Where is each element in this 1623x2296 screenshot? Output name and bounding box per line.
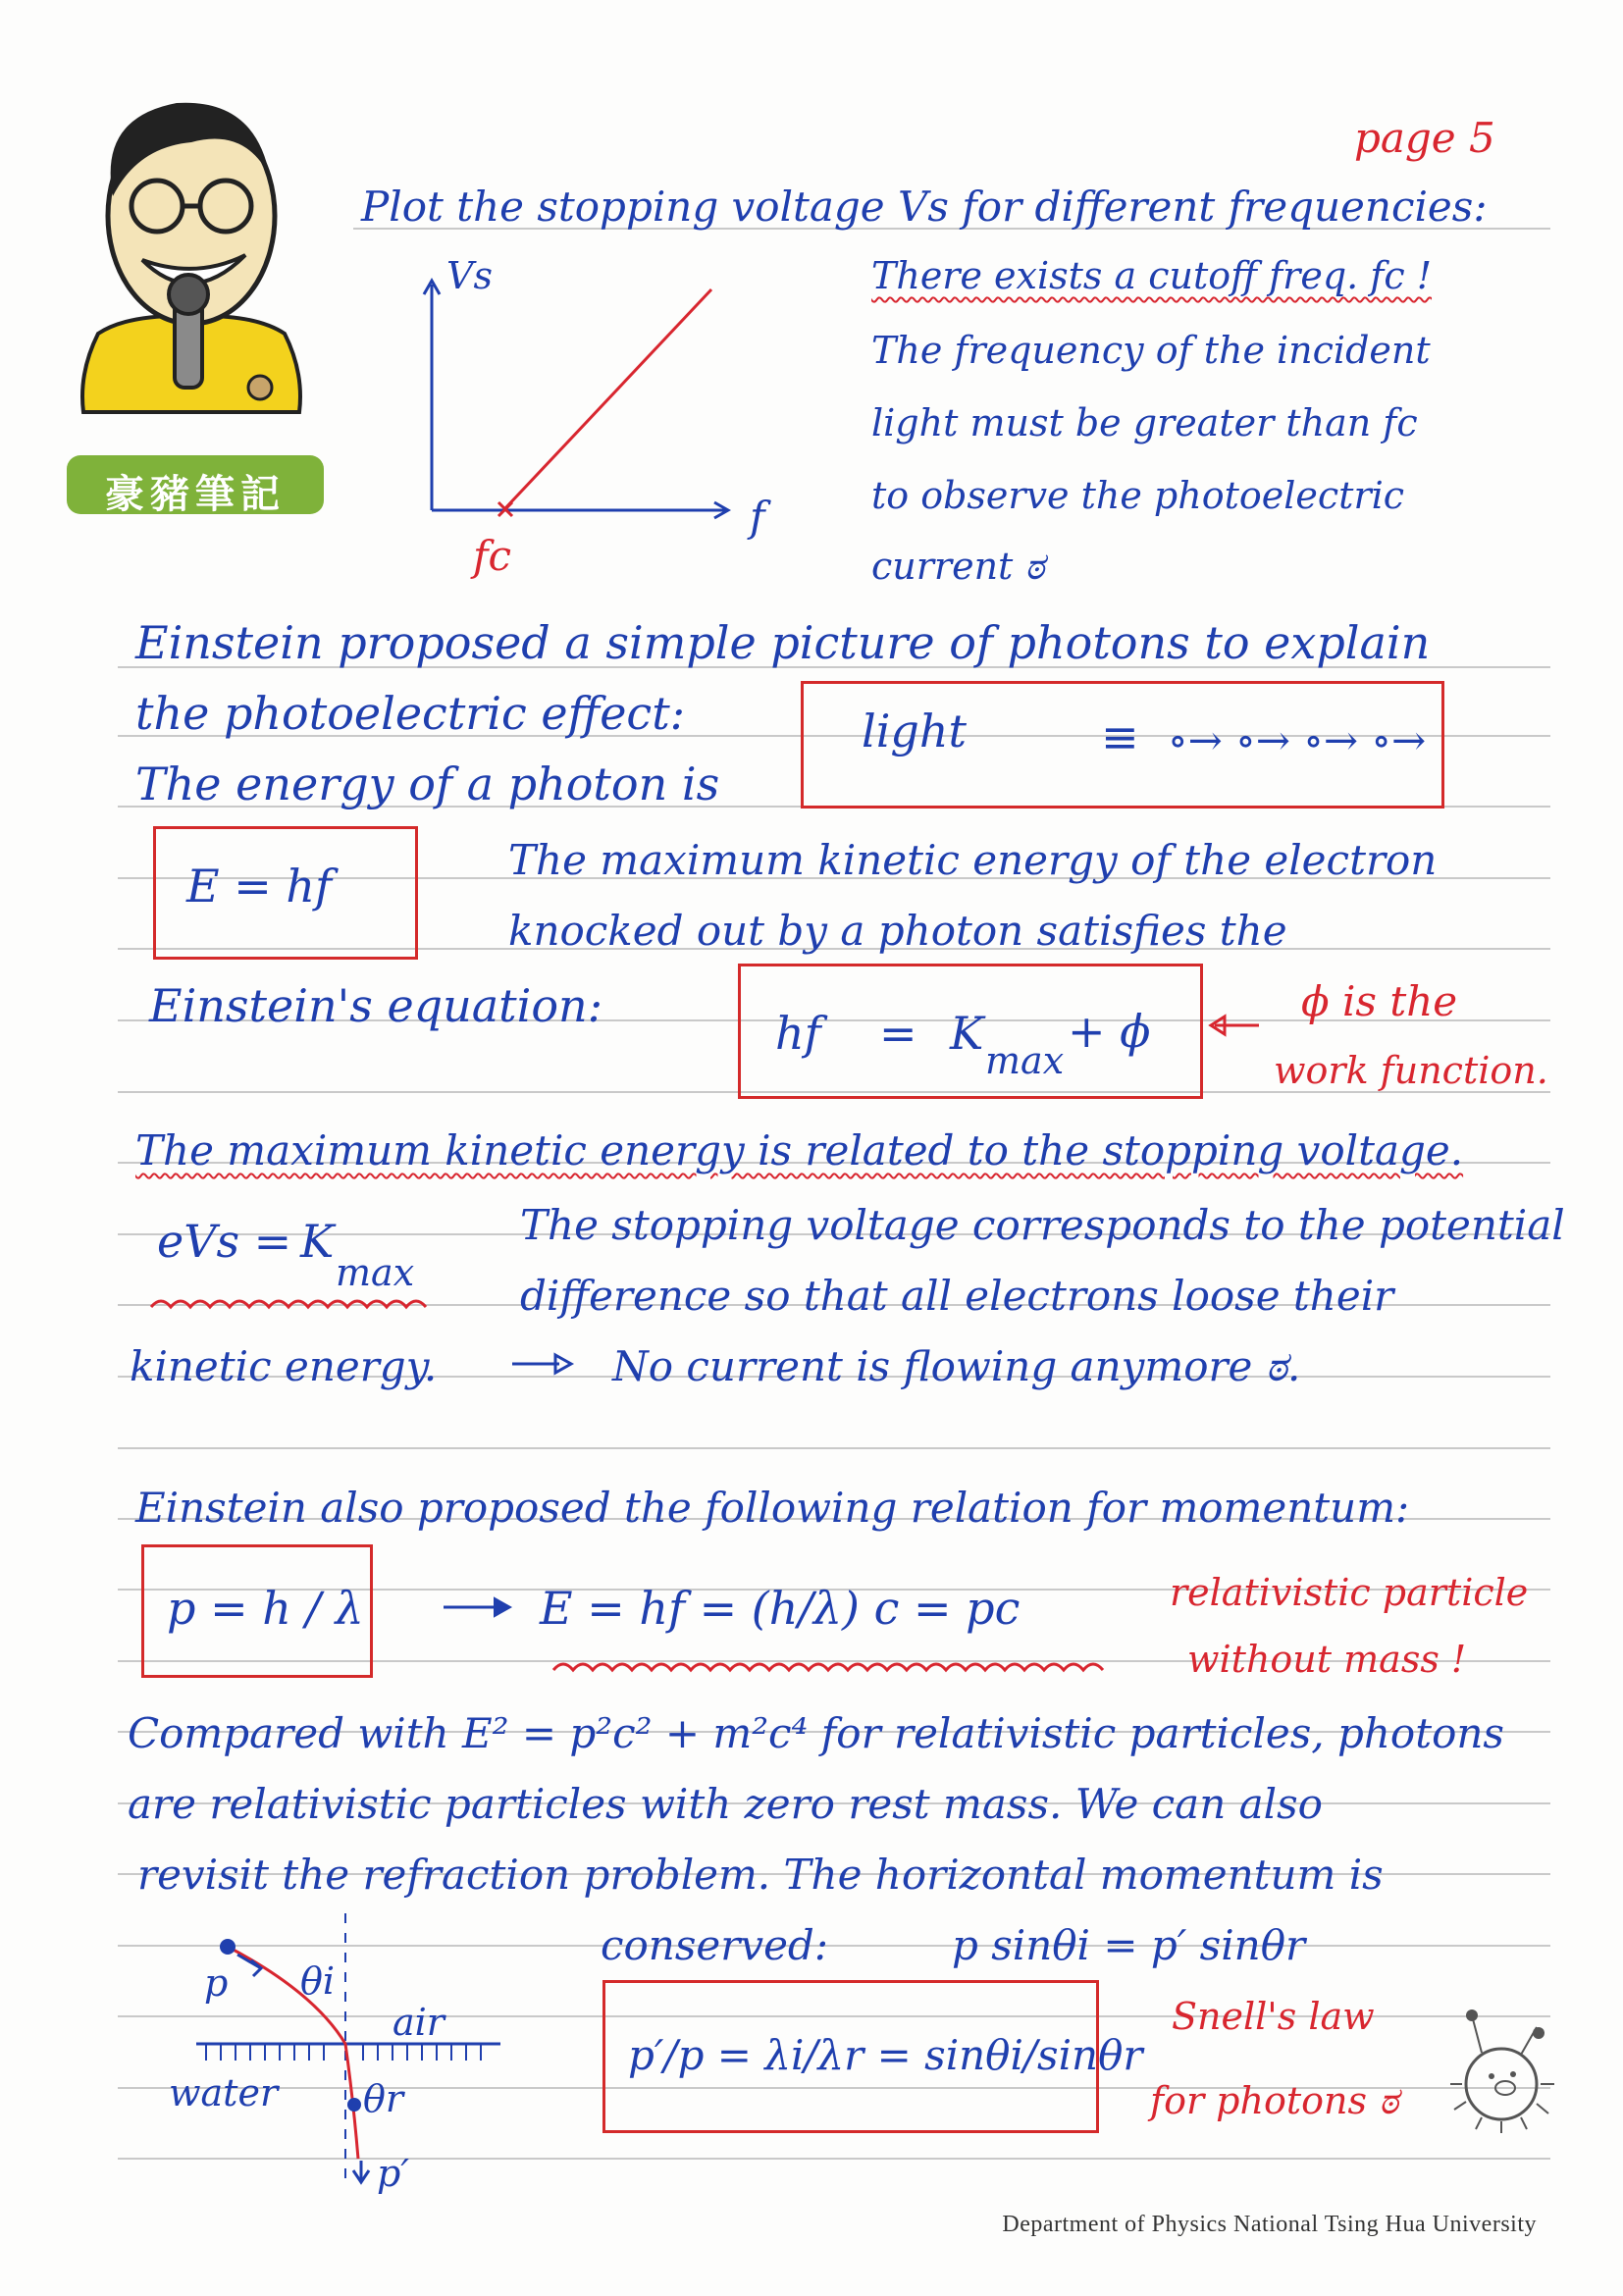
stamp-badge	[67, 455, 324, 517]
eq-lhs: hf	[775, 1007, 821, 1060]
graph-cutoff-label: fc	[473, 532, 512, 580]
conservation-equation: p sinθi = p′ sinθr	[952, 1921, 1306, 1969]
graph-x-label: f	[750, 493, 765, 541]
mascot-portrait-icon	[59, 88, 324, 451]
refraction-theta-i: θi	[300, 1959, 336, 2003]
stopping-relation: The maximum kinetic energy is related to the stopping voltage.	[135, 1126, 1464, 1174]
stopping-explain-line3: kinetic energy.	[130, 1342, 438, 1390]
light-label: light	[862, 704, 967, 757]
energy-equation: E = hf	[186, 860, 333, 913]
einstein-intro-line2: the photoelectric effect:	[135, 687, 686, 740]
refraction-p: p	[204, 1961, 229, 2005]
momentum-note1: relativistic particle	[1170, 1571, 1529, 1614]
momentum-intro: Einstein also proposed the following relation for momentum:	[135, 1484, 1410, 1532]
stopping-explain-line3b: No current is flowing anymore ಠ.	[612, 1342, 1301, 1390]
stopping-voltage-graph	[412, 255, 805, 579]
refraction-diagram	[177, 1904, 530, 2198]
eq-k: K	[950, 1007, 984, 1060]
kinetic-line3: Einstein's equation:	[149, 979, 603, 1032]
refraction-air: air	[393, 2001, 445, 2044]
stopping-explain-line1: The stopping voltage corresponds to the potential	[520, 1201, 1565, 1249]
stamp-text: 豪豬筆記	[105, 472, 286, 517]
eq-equals: =	[879, 1007, 917, 1060]
compare-line4: conserved:	[601, 1921, 828, 1969]
pig-doodle-icon	[1442, 2008, 1560, 2135]
evs-underline	[147, 1293, 432, 1317]
momentum-note2: without mass !	[1187, 1638, 1467, 1681]
cutoff-line3: light must be greater than fc	[871, 401, 1418, 444]
cutoff-line2: The frequency of the incident	[871, 329, 1431, 372]
cutoff-line1: There exists a cutoff freq. fc !	[871, 254, 1433, 297]
momentum-equation: p = h / λ	[167, 1582, 364, 1635]
footer-department: Department of Physics National Tsing Hua University	[1002, 2212, 1537, 2237]
phi-note-line2: work function.	[1274, 1049, 1548, 1092]
cutoff-line5: current ಠ	[871, 545, 1045, 588]
stopping-explain-line2: difference so that all electrons loose their	[520, 1272, 1394, 1320]
energy-chain: E = hf = (h/λ) c = pc	[540, 1582, 1021, 1635]
einstein-intro-line1: Einstein proposed a simple picture of photons to explain	[135, 616, 1431, 669]
vs-line	[505, 289, 711, 508]
compare-line3: revisit the refraction problem. The horizontal momentum is	[137, 1851, 1384, 1899]
graph-y-label: Vs	[446, 254, 493, 297]
page-label: page 5	[1354, 114, 1495, 162]
snell-equation: p′/p = λi/λr = sinθi/sinθr	[628, 2031, 1143, 2079]
eq-plus-phi: + ϕ	[1068, 1005, 1151, 1058]
chain-underline	[550, 1656, 1119, 1680]
arrow-right-icon	[508, 1350, 577, 1378]
refraction-theta-r: θr	[363, 2077, 404, 2120]
kinetic-line1: The maximum kinetic energy of the electron	[508, 836, 1438, 884]
refraction-water: water	[169, 2071, 279, 2114]
arrow-left-icon	[1205, 1011, 1264, 1040]
evs-lhs: eVs =	[157, 1215, 292, 1268]
compare-line1: Compared with E² = p²c² + m²c⁴ for relativistic particles, photons	[128, 1709, 1504, 1757]
einstein-intro-line3: The energy of a photon is	[135, 757, 720, 810]
compare-line2: are relativistic particles with zero rest mass. We can also	[128, 1780, 1323, 1828]
phi-note-line1: ϕ is the	[1301, 977, 1458, 1025]
refraction-p-prime: p′	[377, 2152, 409, 2195]
photon-arrows: ∘→ ∘→ ∘→ ∘→	[1168, 716, 1427, 764]
momentum-arrow-icon	[440, 1593, 518, 1621]
snell-note-line1: Snell's law	[1172, 1995, 1375, 2038]
evs-k: K	[300, 1215, 335, 1268]
section-heading: Plot the stopping voltage Vs for different frequencies:	[361, 183, 1488, 231]
kinetic-line2: knocked out by a photon satisfies the	[508, 907, 1287, 955]
eq-k-sub: max	[985, 1039, 1065, 1082]
equiv-symbol: ≡	[1101, 710, 1139, 763]
evs-k-sub: max	[336, 1251, 415, 1294]
cutoff-line4: to observe the photoelectric	[871, 474, 1405, 517]
snell-note-line2: for photons ಠ	[1150, 2079, 1399, 2122]
